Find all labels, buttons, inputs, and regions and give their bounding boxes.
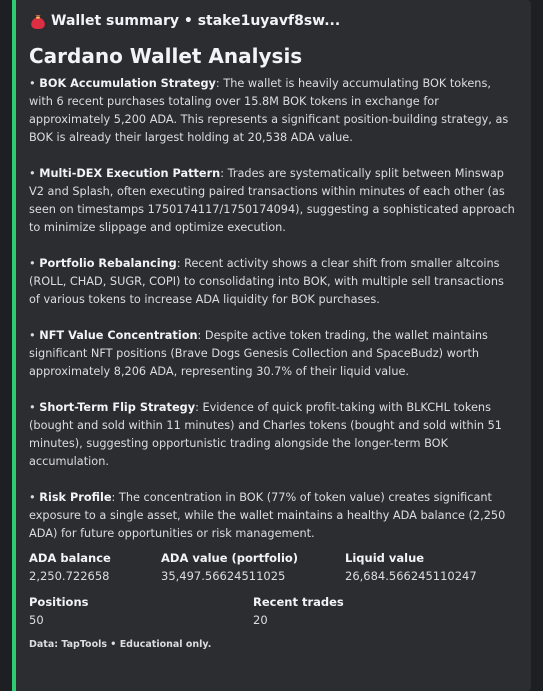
field-value: 20	[253, 613, 268, 627]
field-positions	[29, 593, 253, 629]
field-value: 2,250.722658	[29, 569, 110, 583]
field-name: ADA balance	[29, 551, 111, 565]
field-name: Positions	[29, 595, 89, 609]
analysis-paragraph: • BOK Accumulation Strategy: The wallet is heavily accumulating BOK tokens, with 6 recent purchases totaling over 15.8M BOK tokens in exchange for approximately 5,200 ADA. This represents a significant position-building strategy, as BOK is already their largest holding at 20,538 ADA value.	[29, 77, 509, 144]
embed-fields-row-1	[29, 549, 517, 585]
money-bag-icon	[29, 12, 47, 30]
paragraph-body: : The wallet is heavily accumulating BOK tokens, with 6 recent purchases totaling over 15.8M BOK tokens in exchange for approximately 5,200 ADA. This represents a significant position-building strategy, as BOK is already their largest holding at 20,538 ADA value.	[29, 77, 509, 144]
analysis-paragraph: • Portfolio Rebalancing: Recent activity shows a clear shift from smaller altcoins (ROLL, CHAD, SUGR, COPI) to consolidating into BOK, with multiple sell transactions of various tokens to increase ADA liquidity for BOK purchases.	[29, 257, 504, 306]
field-name: Liquid value	[345, 551, 425, 565]
paragraph-body: : Recent activity shows a clear shift from smaller altcoins (ROLL, CHAD, SUGR, COPI) to consolidating into BOK, with multiple sell transactions of various tokens to increase ADA liquidity for BOK purchases.	[29, 257, 504, 306]
field-name: Recent trades	[253, 595, 344, 609]
field-value: 35,497.56624511025	[161, 569, 286, 583]
wallet-embed	[12, 0, 531, 691]
analysis-paragraph: • Short-Term Flip Strategy: Evidence of quick profit-taking with BLKCHL tokens (bought and sold within 11 minutes) and Charles tokens (bought and sold within 51 minutes), suggesting opportunistic trading alongside the longer-term BOK accumulation.	[29, 401, 502, 468]
paragraph-body: : Evidence of quick profit-taking with BLKCHL tokens (bought and sold within 11 minutes) and Charles tokens (bought and sold within 51 minutes), suggesting opportunistic trading alongside the longer-term BOK accumulation.	[29, 401, 502, 468]
paragraph-heading: BOK Accumulation Strategy	[39, 77, 216, 90]
field-value: 50	[29, 613, 44, 627]
field-liquid-value	[345, 549, 515, 585]
paragraph-body: : The concentration in BOK (77% of token value) creates significant exposure to a single asset, while the wallet maintains a healthy ADA balance (2,250 ADA) for future opportunities or risk management.	[29, 491, 506, 540]
embed-fields-row-2	[29, 593, 517, 629]
field-ada-balance	[29, 549, 161, 585]
embed-author	[29, 10, 517, 32]
paragraph-heading: Short-Term Flip Strategy	[39, 401, 196, 414]
field-name: ADA value (portfolio)	[161, 551, 299, 565]
analysis-paragraph: • Risk Profile: The concentration in BOK (77% of token value) creates significant exposure to a single asset, while the wallet maintains a healthy ADA balance (2,250 ADA) for future opportunities or risk management.	[29, 491, 506, 540]
paragraph-heading: Multi-DEX Execution Pattern	[39, 167, 221, 180]
paragraph-body: : Trades are systematically split between Minswap V2 and Splash, often executing paired transactions within minutes of each other (as seen on timestamps 1750174117/1750174094), suggesting a sophisticated approach to minimize slippage and optimize execution.	[29, 167, 515, 234]
field-value: 26,684.566245110247	[345, 569, 477, 583]
analysis-paragraph: • NFT Value Concentration: Despite active token trading, the wallet maintains significant NFT positions (Brave Dogs Genesis Collection and SpaceBudz) worth approximately 8,206 ADA, representing 30.7% of their liquid value.	[29, 329, 488, 378]
embed-description	[29, 75, 517, 543]
embed-footer: Data: TapTools • Educational only.	[29, 639, 212, 650]
paragraph-heading: Risk Profile	[39, 491, 112, 504]
author-text[interactable]: Wallet summary • stake1uyavf8sw...	[51, 13, 341, 29]
field-ada-value-portfolio	[161, 549, 345, 585]
analysis-paragraph: • Multi-DEX Execution Pattern: Trades are systematically split between Minswap V2 and Splash, often executing paired transactions within minutes of each other (as seen on timestamps 1750174117/1750174094), suggesting a sophisticated approach to minimize slippage and optimize execution.	[29, 167, 515, 234]
paragraph-heading: Portfolio Rebalancing	[39, 257, 177, 270]
paragraph-body: : Despite active token trading, the wallet maintains significant NFT positions (Brave Dogs Genesis Collection and SpaceBudz) worth approximately 8,206 ADA, representing 30.7% of their liquid value.	[29, 329, 488, 378]
field-recent-trades	[253, 593, 453, 629]
paragraph-heading: NFT Value Concentration	[39, 329, 198, 342]
embed-title: Cardano Wallet Analysis	[29, 44, 303, 68]
